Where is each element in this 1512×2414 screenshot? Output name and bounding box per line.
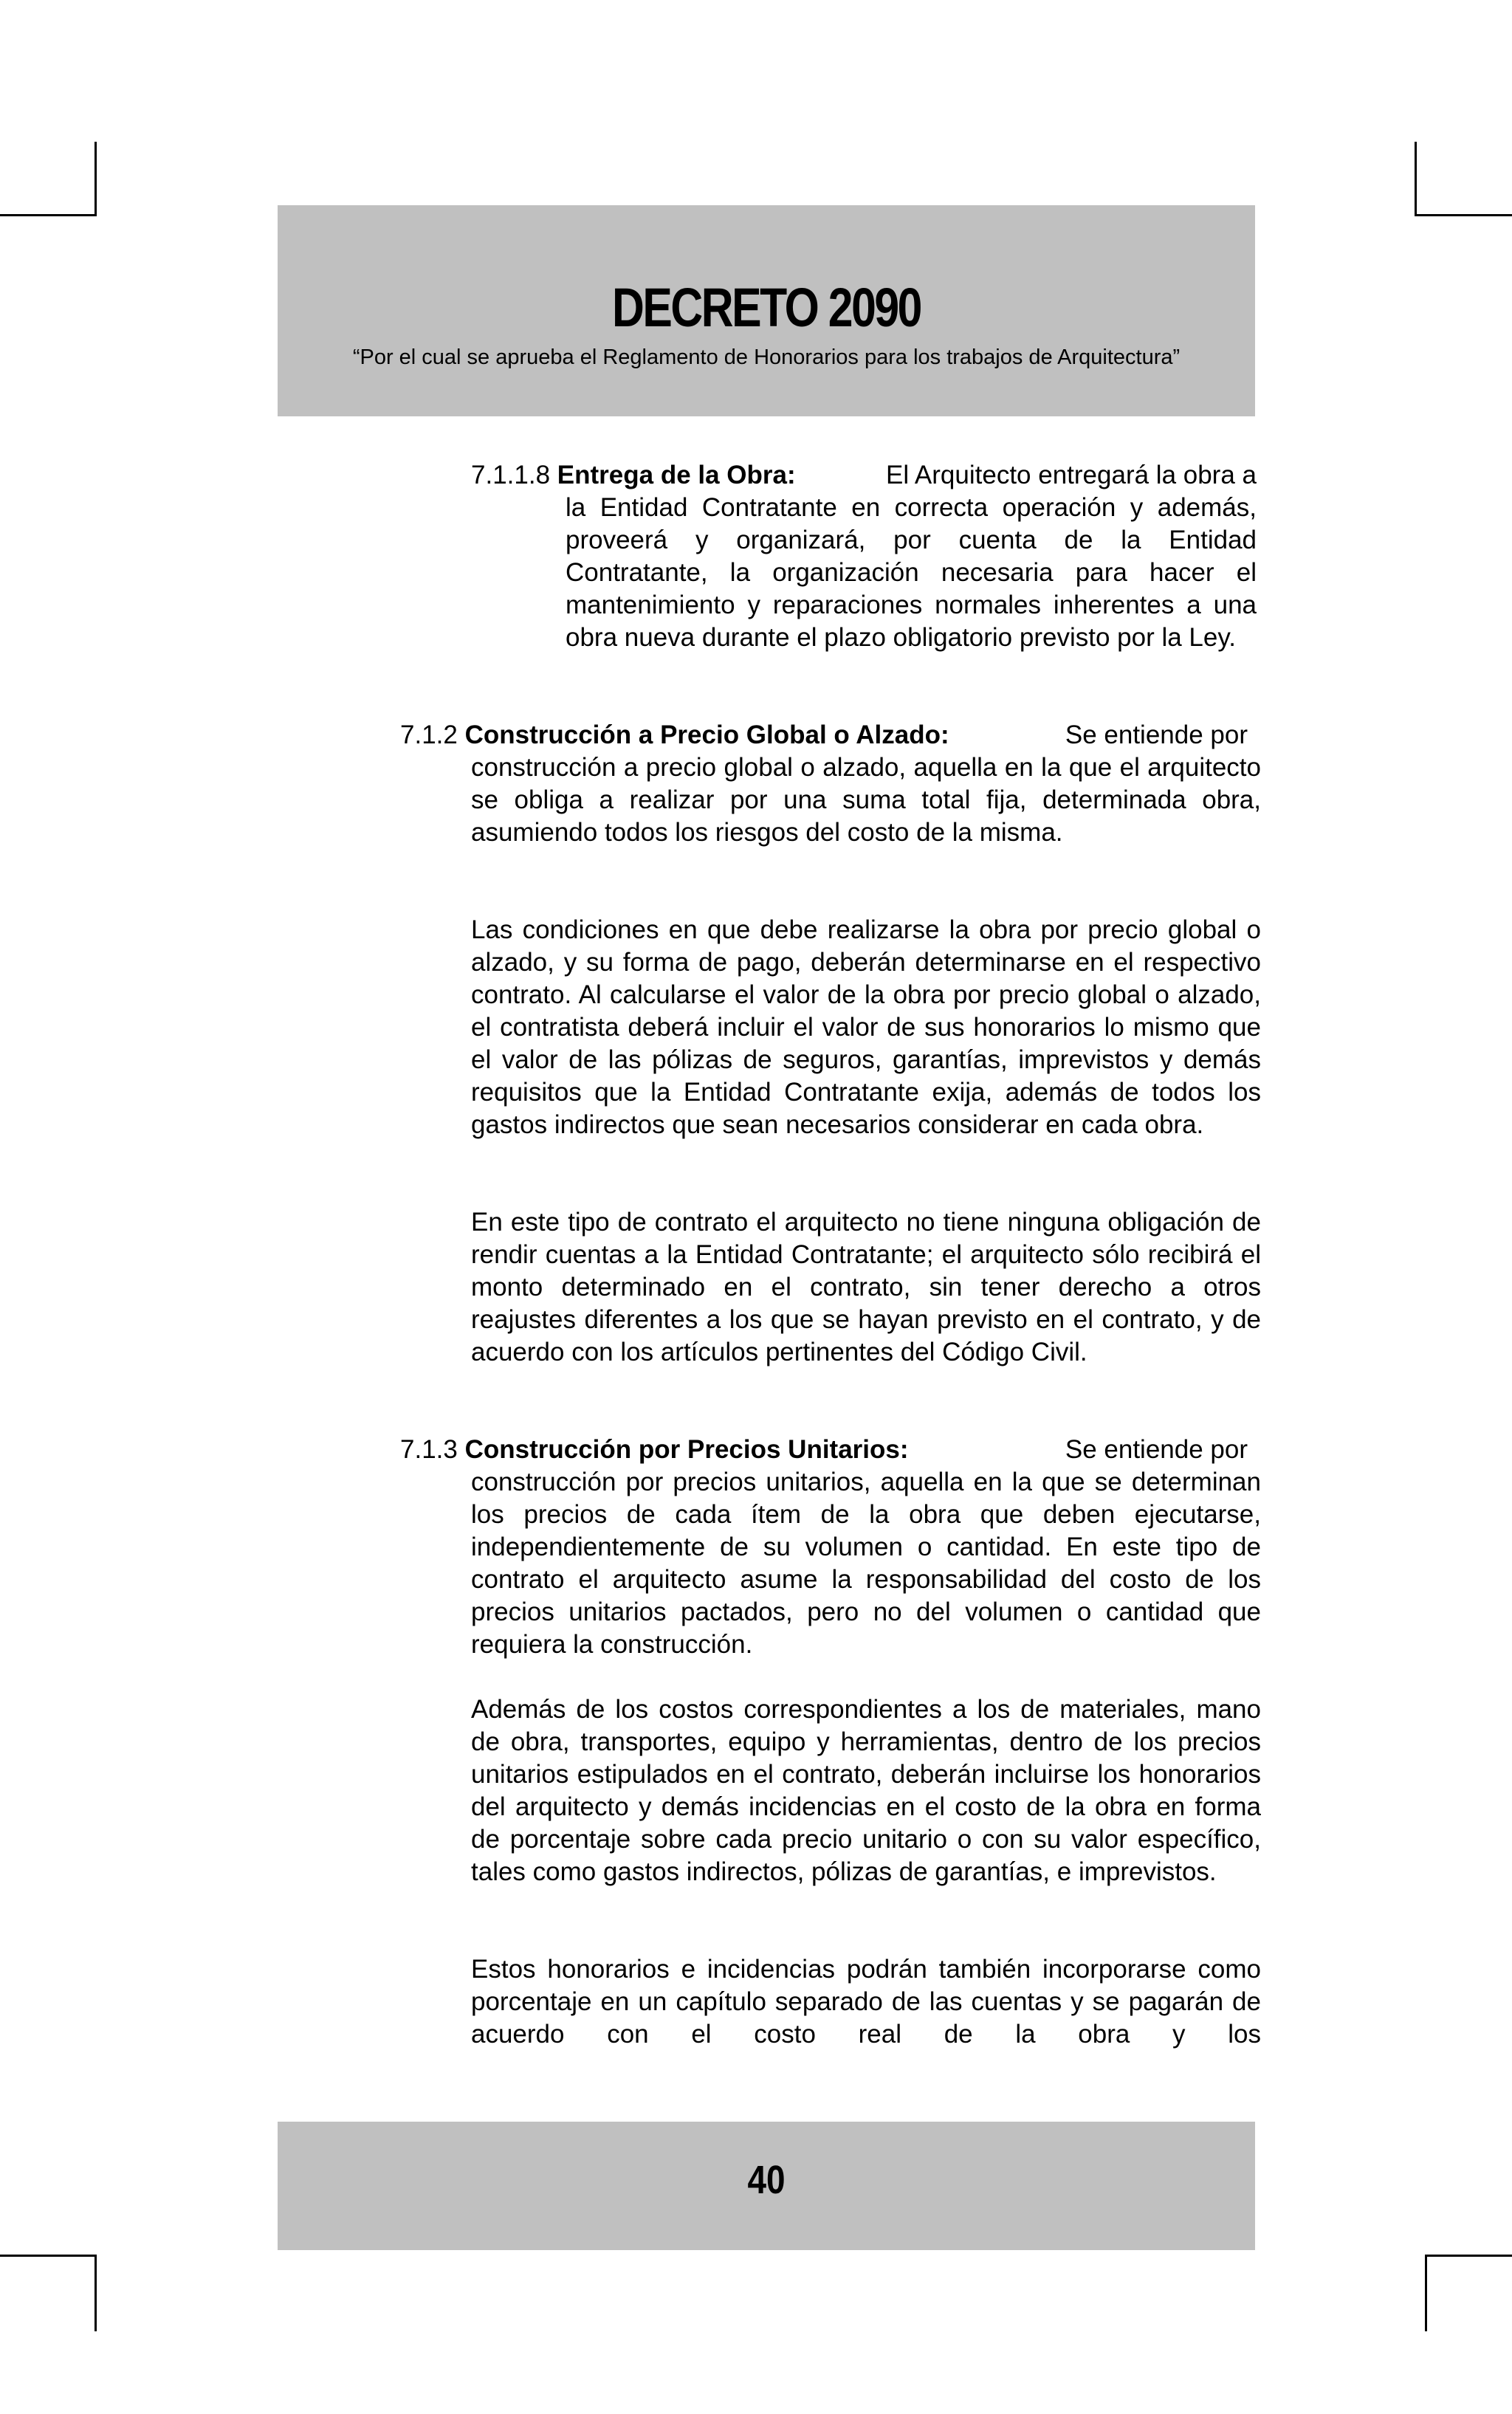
crop-mark	[1415, 214, 1512, 216]
section-number: 7.1.2	[400, 721, 458, 749]
crop-mark	[1425, 2255, 1512, 2257]
crop-mark	[1415, 142, 1417, 216]
page-number: 40	[747, 2158, 786, 2202]
section-heading: Construcción por Precios Unitarios:	[464, 1435, 909, 1464]
section-body: la Entidad Contratante en correcta operación y además, proveerá y organizará, por cuenta de la Entidad Contratante, la organización necesaria para hacer el mantenimiento y reparaciones normales inherentes a una obra nueva durante el plazo obligatorio previsto por la Ley.	[566, 493, 1257, 652]
footer-band	[278, 2122, 1255, 2250]
section-body: construcción a precio global o alzado, aquella en la que el arquitecto se obliga a realizar por una suma total fija, determinada obra, asumiendo todos los riesgos del costo de la misma.	[471, 753, 1261, 847]
crop-mark	[94, 2255, 97, 2331]
section-heading-line	[471, 459, 1257, 492]
section-lead	[400, 1434, 909, 1466]
crop-mark	[94, 142, 97, 216]
paragraph: En este tipo de contrato el arquitecto no tiene ninguna obligación de rendir cuentas a la Entidad Contratante; el arquitecto sólo recibirá el monto determinado en el contrato, sin tener derecho a otros reajustes diferentes a los que se hayan previsto en el contrato, y de acuerdo con los artículos pertinentes del Código Civil.	[471, 1208, 1261, 1366]
section-heading-line	[400, 1434, 1248, 1466]
crop-mark	[0, 214, 97, 216]
section-lead	[471, 459, 796, 492]
section-heading: Entrega de la Obra:	[557, 461, 796, 489]
paragraph: Estos honorarios e incidencias podrán también incorporarse como porcentaje en un capítulo separado de las cuentas y se pagarán de acuerdo con el costo real de la obra y los	[471, 1955, 1261, 2049]
header-band	[278, 205, 1255, 416]
section-heading-line	[400, 719, 1248, 752]
section-first-words: Se entiende por	[1065, 1435, 1248, 1464]
crop-mark	[0, 2255, 97, 2257]
section-first-words: El Arquitecto entregará la obra a	[886, 461, 1257, 489]
document-title: DECRETO 2090	[612, 277, 921, 338]
section-number: 7.1.1.8	[471, 461, 551, 489]
section-heading: Construcción a Precio Global o Alzado:	[464, 721, 949, 749]
paragraph: Además de los costos correspondientes a los de materiales, mano de obra, transportes, equipo y herramientas, dentro de los precios unitarios estipulados en el contrato, deberán incluirse los honorarios del arquitecto y demás incidencias en el costo de la obra en forma de porcentaje sobre cada precio unitario o con su valor específico, tales como gastos indirectos, pólizas de garantías, e imprevistos.	[471, 1695, 1261, 1886]
paragraph: Las condiciones en que debe realizarse la obra por precio global o alzado, y su forma de pago, deberán determinarse en el respectivo contrato. Al calcularse el valor de la obra por precio global o alzado, el contratista deberá incluir el valor de sus honorarios lo mismo que el valor de las pólizas de seguros, garantías, imprevistos y demás requisitos que la Entidad Contratante exija, además de todos los gastos indirectos que sean necesarios considerar en cada obra.	[471, 915, 1261, 1139]
section-first-words: Se entiende por	[1065, 721, 1248, 749]
document-subtitle: “Por el cual se aprueba el Reglamento de Honorarios para los trabajos de Arquitectura”	[352, 345, 1181, 369]
section-body: construcción por precios unitarios, aquella en la que se determinan los precios de cada ítem de la obra que deben ejecutarse, independientemente de su volumen o cantidad. En este tipo de contrato el arquitecto asume la responsabilidad del costo de los precios unitarios pactados, pero no del volumen o cantidad que requiera la construcción.	[471, 1468, 1261, 1659]
crop-mark	[1425, 2255, 1427, 2331]
section-number: 7.1.3	[400, 1435, 458, 1464]
section-lead	[400, 719, 949, 752]
